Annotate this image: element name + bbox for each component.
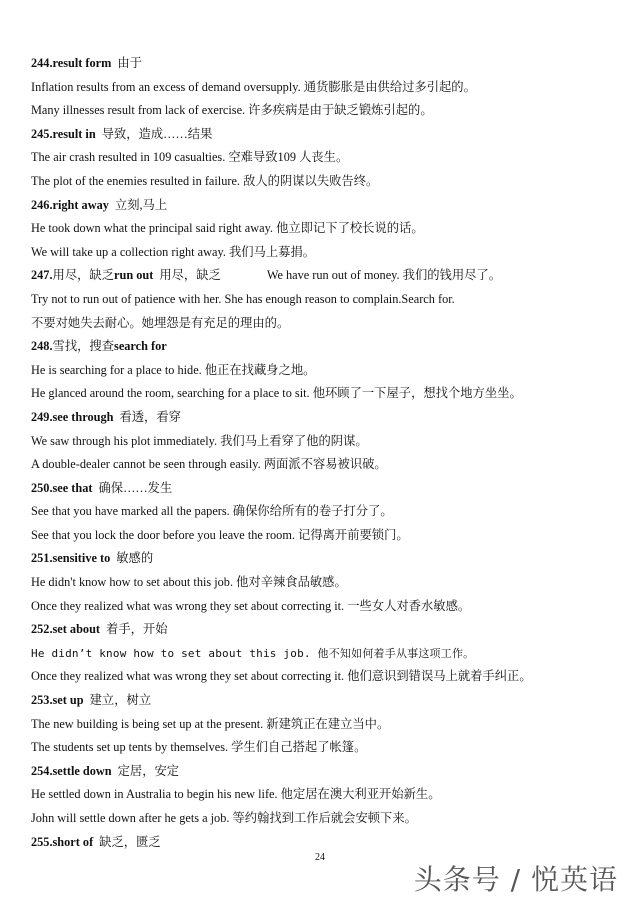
entry-term: 252.set about — [31, 622, 101, 637]
example-sentence: 不要对她失去耐心。她埋怨是有充足的理由的。 — [31, 315, 290, 330]
entry-heading — [31, 547, 621, 571]
example-sentence: The new building is being set up at the present. 新建筑正在建立当中。 — [31, 716, 390, 731]
example-sentence: He took down what the principal said right away. 他立即记下了校长说的话。 — [31, 221, 424, 236]
example-sentence: We saw through his plot immediately. 我们马上看穿了他的阴谋。 — [31, 433, 368, 448]
entry-heading — [31, 406, 621, 430]
entry-term: 250.see that — [31, 480, 93, 495]
entry-meaning: 定居，安定 — [117, 763, 180, 778]
example-sentence: He glanced around the room, searching for a place to sit. 他环顾了一下屋子，想找个地方坐坐。 — [31, 386, 522, 401]
entry-heading — [31, 831, 621, 855]
example-sentence: He didn’t know how to set about this job. 他不知如何着手从事这项工作。 — [31, 646, 475, 660]
entry-meaning: 雪找，搜查 — [52, 339, 115, 354]
entry-term: 244.result form — [31, 56, 112, 70]
entry-number: 248. — [31, 339, 53, 354]
entry-term: 255.short of — [31, 834, 94, 849]
entry-meaning: 敏感的 — [116, 551, 154, 566]
entry-meaning: 由于 — [117, 56, 142, 70]
entry-meaning: 用尽，缺乏 — [159, 268, 221, 283]
entry-term: 254.settle down — [31, 763, 112, 778]
entry-heading — [31, 689, 621, 713]
entry-meaning: 着手，开始 — [106, 622, 168, 637]
vocabulary-list — [31, 52, 621, 854]
example-sentence: See that you lock the door before you leave the room. 记得离开前要锁门。 — [31, 527, 409, 542]
entry-term: search for — [114, 339, 167, 354]
example-sentence: He is searching for a place to hide. 他正在找藏身之地。 — [31, 362, 316, 377]
entry-term: run out — [114, 268, 154, 283]
entry-number: 247. — [31, 268, 53, 283]
page-number: 24 — [315, 852, 325, 863]
entry-meaning: 建立，树立 — [89, 693, 152, 708]
entry-meaning: 导致，造成……结果 — [101, 126, 213, 141]
example-sentence: A double-dealer cannot be seen through easily. 两面派不容易被识破。 — [31, 457, 387, 472]
entry-term: 249.see through — [31, 409, 114, 424]
entry-heading — [31, 264, 621, 288]
example-sentence: Many illnesses result from lack of exercise. 许多疾病是由于缺乏锻炼引起的。 — [31, 103, 433, 118]
example-sentence: The air crash resulted in 109 casualties. 空难导致109 人丧生。 — [31, 150, 349, 165]
entry-heading — [31, 52, 621, 76]
example-sentence: The plot of the enemies resulted in failure. 敌人的阴谋以失败告终。 — [31, 173, 379, 188]
example-sentence: He didn't know how to set about this job. 他对辛辣食品敏感。 — [31, 575, 347, 590]
entry-meaning: 缺乏，匮乏 — [99, 834, 161, 849]
watermark: 头条号 / 悦英语 — [413, 863, 618, 896]
example-sentence: See that you have marked all the papers. 确保你给所有的卷子打分了。 — [31, 504, 393, 519]
example-sentence: John will settle down after he gets a job. 等约翰找到工作后就会安顿下来。 — [31, 811, 417, 825]
example-sentence: Inflation results from an excess of demand oversupply. 通货膨胀是由供给过多引起的。 — [31, 79, 476, 94]
entry-term: 253.set up — [31, 693, 84, 708]
example-sentence: We have run out of money. 我们的钱用尽了。 — [266, 268, 502, 283]
entry-meaning: 立刻,马上 — [114, 197, 168, 212]
entry-heading — [31, 194, 621, 218]
example-sentence: The students set up tents by themselves. 学生们自己搭起了帐篷。 — [31, 740, 367, 755]
entry-heading — [31, 335, 621, 359]
example-sentence: Once they realized what was wrong they set about correcting it. 他们意识到错误马上就着手纠正。 — [31, 669, 532, 684]
entry-term: 245.result in — [31, 126, 96, 141]
example-sentence: Once they realized what was wrong they set about correcting it. 一些女人对香水敏感。 — [31, 598, 471, 613]
entry-term: 251.sensitive to — [31, 551, 111, 566]
entry-heading — [31, 477, 621, 501]
entry-heading — [31, 123, 621, 147]
entry-term: 246.right away — [31, 197, 109, 212]
example-sentence: Try not to run out of patience with her. She has enough reason to complain.Search for. — [31, 291, 455, 306]
entry-meaning: 看透，看穿 — [119, 409, 181, 424]
entry-meaning: 确保……发生 — [98, 480, 173, 495]
entry-heading — [31, 760, 621, 784]
example-sentence: He settled down in Australia to begin his new life. 他定居在澳大利亚开始新生。 — [31, 787, 441, 802]
example-sentence: We will take up a collection right away. 我们马上募捐。 — [31, 244, 316, 259]
entry-heading — [31, 618, 621, 642]
entry-meaning: 用尽，缺乏 — [52, 268, 115, 283]
